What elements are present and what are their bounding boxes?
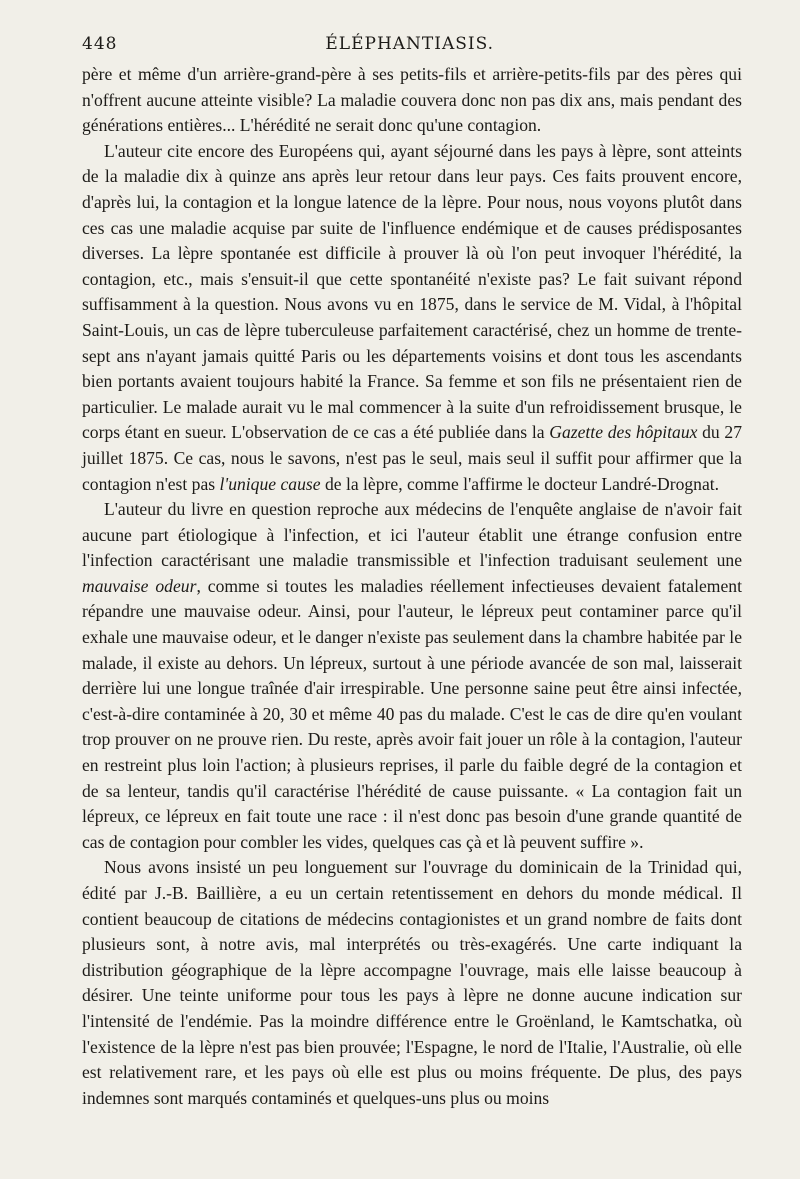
paragraph-text: Nous avons insisté un peu longuement sur l'ouvrage du dominicain de la Trinidad qui, édité par J.-B. Baillière, a eu un certain retentissement en dehors du monde médical. Il contient beaucoup de citations de médecins contagionistes et un grand nombre de faits dont plusieurs sont, à notre avis, mal interprétés ou très-exagérés. Une carte indiquant la distribution géographique de la lèpre accompagne l'ouvrage, mais elle laisse beaucoup à désirer. Une teinte uniforme pour tous les pays à lèpre ne donne aucune indication sur l'intensité de l'endémie. Pas la moindre différence entre le Groënland, le Kamtschatka, où l'existence de la lèpre n'est pas bien prouvée; l'Espagne, le nord de l'Italie, l'Australie, où elle est relativement rare, et les pays où elle est plus ou moins fréquente. De plus, des pays indemnes sont marqués contaminés et quelques-uns plus ou moins [82,857,742,1108]
page-number: 448 [82,34,118,54]
paragraph-text: L'auteur du livre en question reproche aux médecins de l'enquête anglaise de n'avoir fait aucune part étiologique à l'infection, et ici l'auteur établit une étrange confusion entre l'infection caractérisant une maladie transmissible et l'infection traduisant seulement une [82,499,742,571]
paragraph-text: de la lèpre, comme l'affirme le docteur Landré-Drognat. [320,473,720,494]
paragraph-text: du 27 juillet 1875. Ce cas, nous le savons, n'est pas le seul, mais seul il suffit pour affirmer que la contagion n'est pas [82,422,743,494]
paragraph-3 [82,497,742,855]
running-title: ÉLÉPHANTIASIS. [325,34,495,54]
paragraph-1 [82,62,742,139]
paragraph-text: père et même d'un arrière-grand-père à ses petits-fils et arrière-petits-fils par des pères qui n'offrent aucune atteinte visible? La maladie couvera donc non pas dix ans, mais pendant des générations entières... L'hérédité ne serait donc qu'une contagion. [82,64,742,136]
italic-emphasis: mauvaise odeur [82,575,197,596]
paragraph-text: , comme si toutes les maladies réellement infectieuses devaient fatalement répandre une mauvaise odeur. Ainsi, pour l'auteur, le lépreux peut contaminer parce qu'il exhale une mauvaise odeur, et le danger n'existe pas seulement dans la chambre habitée par le malade, il existe au dehors. Un lépreux, surtout à une période avancée de son mal, laisserait derrière lui une longue traînée d'air irrespirable. Une personne saine peut être ainsi infectée, c'est-à-dire contaminée à 20, 30 et même 40 pas du malade. C'est le cas de dire qu'en voulant trop prouver on ne prouve rien. Du reste, après avoir fait jouer un rôle à la contagion, l'auteur en restreint plus loin l'action; à plusieurs reprises, il parle du faible degré de la contagion et de sa lenteur, tandis qu'il caractérise l'hérédité de cause puissante. « La contagion fait un lépreux, ce lépreux en fait toute une race : il n'est donc pas besoin d'une grande quantité de cas de contagion pour combler les vides, quelques cas çà et là peuvent suffire ». [82,575,742,852]
italic-journal-title: Gazette des hôpitaux [549,422,698,443]
page-header [82,34,742,54]
italic-emphasis: l'unique cause [219,473,321,494]
paragraph-2 [82,139,742,497]
paragraph-4 [82,855,742,1111]
paragraph-text: L'auteur cite encore des Européens qui, ayant séjourné dans les pays à lèpre, sont atteints de la maladie dix à quinze ans après leur retour dans leur pays. Ces faits prouvent encore, d'après lui, la contagion et la longue latence de la lèpre. Pour nous, nous voyons plutôt dans ces cas une maladie acquise par suite de l'influence endémique et de causes prédisposantes diverses. La lèpre spontanée est difficile à prouver là où l'on peut invoquer l'hérédité, la contagion, etc., mais s'ensuit-il que cette spontanéité n'existe pas? Le fait suivant répond suffisamment à la question. Nous avons vu en 1875, dans le service de M. Vidal, à l'hôpital Saint-Louis, un cas de lèpre tuberculeuse parfaitement caractérisé, chez un homme de trente-sept ans n'ayant jamais quitté Paris ou les départements voisins et dont tous les ascendants bien portants avaient toujours habité la France. Sa femme et son fils ne présentaient rien de particulier. Le malade aurait vu le mal commencer à la suite d'un refroidissement brusque, le corps étant en sueur. L'observation de ce cas a été publiée dans la [82,140,742,443]
